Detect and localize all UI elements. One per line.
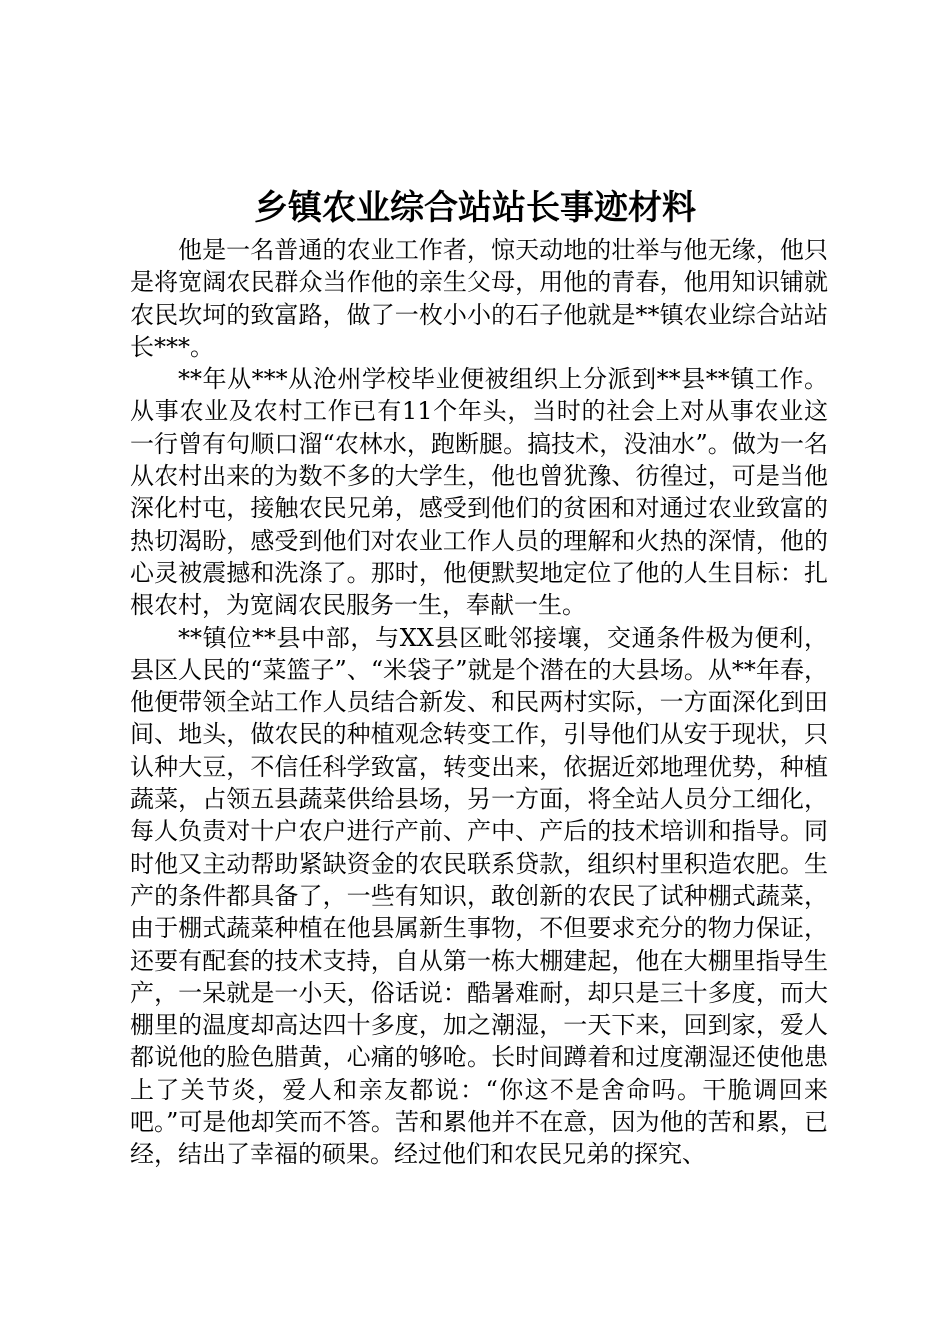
paragraph-3: **镇位**县中部，与XX县区毗邻接壤，交通条件极为便利，县区人民的“菜篮子”、“米袋子”就是个潜在的大县场。从**年春，他便带领全站工作人员结合新发、和民两村实际，一方面深化到田间、地头，做农民的种植观念转变工作，引导他们从安于现状，只认种大豆，不信任科学致富，转变出来，依据近郊地理优势，种植蔬菜，占领五县蔬菜供给县场，另一方面，将全站人员分工细化，每人负责对十户农户进行产前、产中、产后的技术培训和指导。同时他又主动帮助紧缺资金的农民联系贷款，组织村里积造农肥。生产的条件都具备了，一些有知识，敢创新的农民了试种棚式蔬菜，由于棚式蔬菜种植在他县属新生事物，不但要求充分的物力保证，还要有配套的技术支持，自从第一栋大棚建起，他在大棚里指导生产，一呆就是一小天，俗话说：酷暑难耐，却只是三十多度，而大棚里的温度却高达四十多度，加之潮湿，一天下来，回到家，爱人都说他的脸色腊黄，心痛的够呛。长时间蹲着和过度潮湿还使他患上了关节炎，爱人和亲友都说：“你这不是舍命吗。干脆调回来吧。”可是他却笑而不答。苦和累他并不在意，因为他的苦和累，已经，结出了幸福的硕果。经过他们和农民兄弟的探究、 xyxy=(130,623,828,1169)
document-title: 乡镇农业综合站站长事迹材料 xyxy=(254,188,696,228)
paragraph-1: 他是一名普通的农业工作者，惊天动地的壮举与他无缘，他只是将宽阔农民群众当作他的亲生父母，用他的青春，他用知识铺就农民坎坷的致富路，做了一枚小小的石子他就是**镇农业综合站站长***。 xyxy=(130,236,828,361)
document-body xyxy=(130,234,828,1171)
paragraph-2: **年从***从沧州学校毕业便被组织上分派到**县**镇工作。从事农业及农村工作已有11个年头，当时的社会上对从事农业这一行曾有句顺口溜“农林水，跑断腿。搞技术，没油水”。做为一名从农村出来的为数不多的大学生，他也曾犹豫、彷徨过，可是当他深化村屯，接触农民兄弟，感受到他们的贫困和对通过农业致富的热切渴盼，感受到他们对农业工作人员的理解和火热的深情，他的心灵被震撼和洗涤了。那时，他便默契地定位了他的人生目标：扎根农村，为宽阔农民服务一生，奉献一生。 xyxy=(130,365,828,620)
